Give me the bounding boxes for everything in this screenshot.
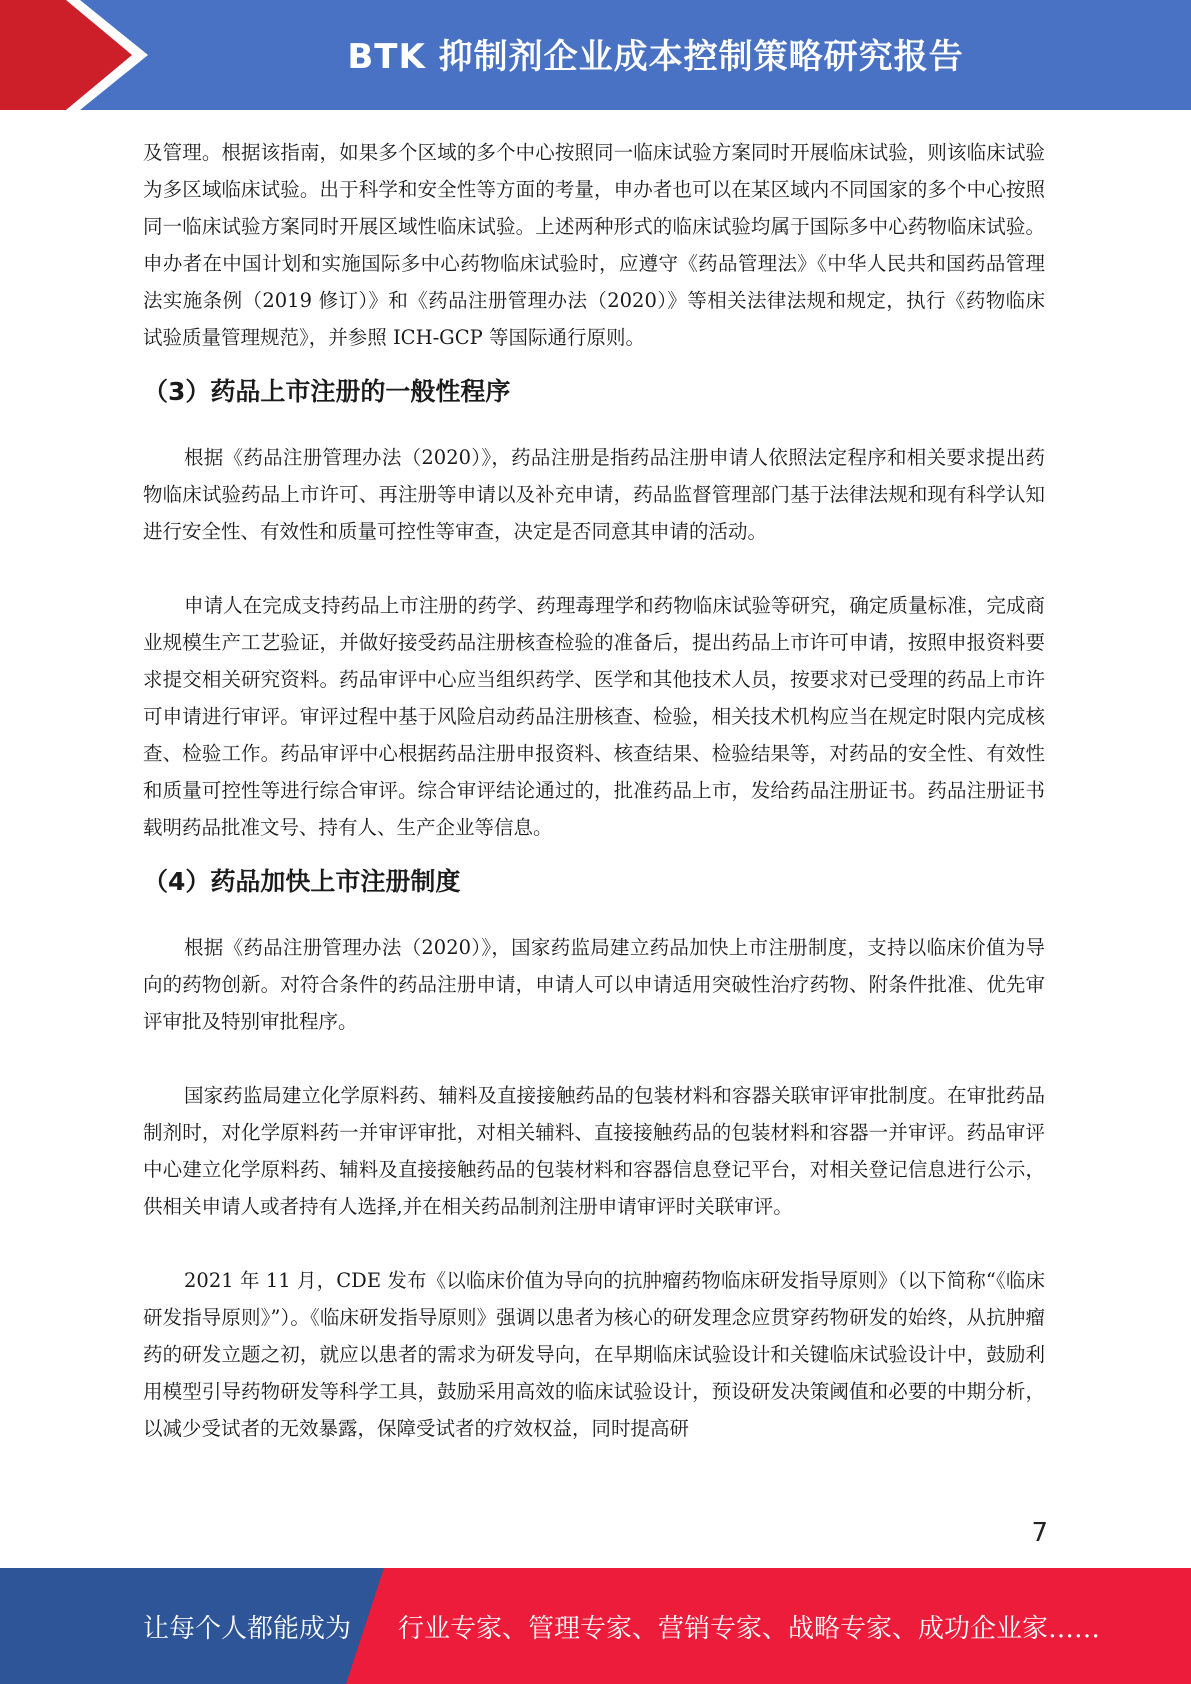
page-number: 7 [1031, 1518, 1048, 1548]
section-heading-4: （4）药品加快上市注册制度 [143, 867, 461, 896]
paragraph-3b: 申请人在完成支持药品上市注册的药学、药理毒理学和药物临床试验等研究，确定质量标准，完成商业规模生产工艺验证，并做好接受药品注册核查检验的准备后，提出药品上市许可申请，按照申报资料要求提交相关研究资料。药品审评中心应当组织药学、医学和其他技术人员，按要求对已受理的药品上市许可申请进行审评。审评过程中基于风险启动药品注册核查、检验，相关技术机构应当在规定时限内完成核查、检验工作。药品审评中心根据药品注册申报资料、核查结果、检验结果等，对药品的安全性、有效性和质量可控性等进行综合审评。综合审评结论通过的，批准药品上市，发给药品注册证书。药品注册证书载明药品批准文号、持有人、生产企业等信息。 [143, 594, 1045, 839]
paragraph-gap [143, 550, 1045, 587]
report-title: BTK 抑制剂企业成本控制策略研究报告 [347, 36, 964, 77]
arrow-fill [0, 0, 132, 110]
section-heading-3: （3）药品上市注册的一般性程序 [143, 377, 511, 406]
paragraph-gap [143, 1040, 1045, 1077]
red-arrow-decoration [0, 0, 160, 110]
paragraph-4c: 2021 年 11 月，CDE 发布《以临床价值为导向的抗肿瘤药物临床研发指导原则》（以下简称“《临床研发指导原则》”）。《临床研发指导原则》强调以患者为核心的研发理念应贯穿药物研发的始终，从抗肿瘤药的研发立题之初，就应以患者的需求为研发导向，在早期临床试验设计和关键临床试验设计中，鼓励利用模型引导药物研发等科学工具，鼓励采用高效的临床试验设计，预设研发决策阈值和必要的中期分析，以减少受试者的无效暴露，保障受试者的疗效权益，同时提高研 [143, 1269, 1045, 1440]
paragraph-3a: 根据《药品注册管理办法（2020）》，药品注册是指药品注册申请人依照法定程序和相关要求提出药物临床试验药品上市许可、再注册等申请以及补充申请，药品监督管理部门基于法律法规和现有科学认知进行安全性、有效性和质量可控性等审查，决定是否同意其申请的活动。 [143, 446, 1045, 543]
page-header [0, 0, 1191, 110]
paragraph-gap [143, 1225, 1045, 1262]
page-body [143, 134, 1045, 1447]
paragraph-intro: 及管理。根据该指南，如果多个区域的多个中心按照同一临床试验方案同时开展临床试验，则该临床试验为多区域临床试验。出于科学和安全性等方面的考量，申办者也可以在某区域内不同国家的多个中心按照同一临床试验方案同时开展区域性临床试验。上述两种形式的临床试验均属于国际多中心药物临床试验。申办者在中国计划和实施国际多中心药物临床试验时，应遵守《药品管理法》《中华人民共和国药品管理法实施条例（2019 修订）》和《药品注册管理办法（2020）》等相关法律法规和规定，执行《药物临床试验质量管理规范》，并参照 ICH-GCP 等国际通行原则。 [143, 141, 1045, 349]
page-footer [0, 1568, 1191, 1684]
paragraph-4a: 根据《药品注册管理办法（2020）》，国家药监局建立药品加快上市注册制度，支持以临床价值为导向的药物创新。对符合条件的药品注册申请，申请人可以申请适用突破性治疗药物、附条件批准、优先审评审批及特别审批程序。 [143, 936, 1045, 1033]
footer-slogan-left: 让每个人都能成为 [143, 1613, 352, 1644]
paragraph-4b: 国家药监局建立化学原料药、辅料及直接接触药品的包装材料和容器关联审评审批制度。在审批药品制剂时，对化学原料药一并审评审批，对相关辅料、直接接触药品的包装材料和容器一并审评。药品审评中心建立化学原料药、辅料及直接接触药品的包装材料和容器信息登记平台，对相关登记信息进行公示，供相关申请人或者持有人选择,并在相关药品制剂注册申请审评时关联审评。 [143, 1084, 1045, 1218]
footer-slogan-right: 行业专家、管理专家、营销专家、战略专家、成功企业家…… [398, 1613, 1101, 1644]
